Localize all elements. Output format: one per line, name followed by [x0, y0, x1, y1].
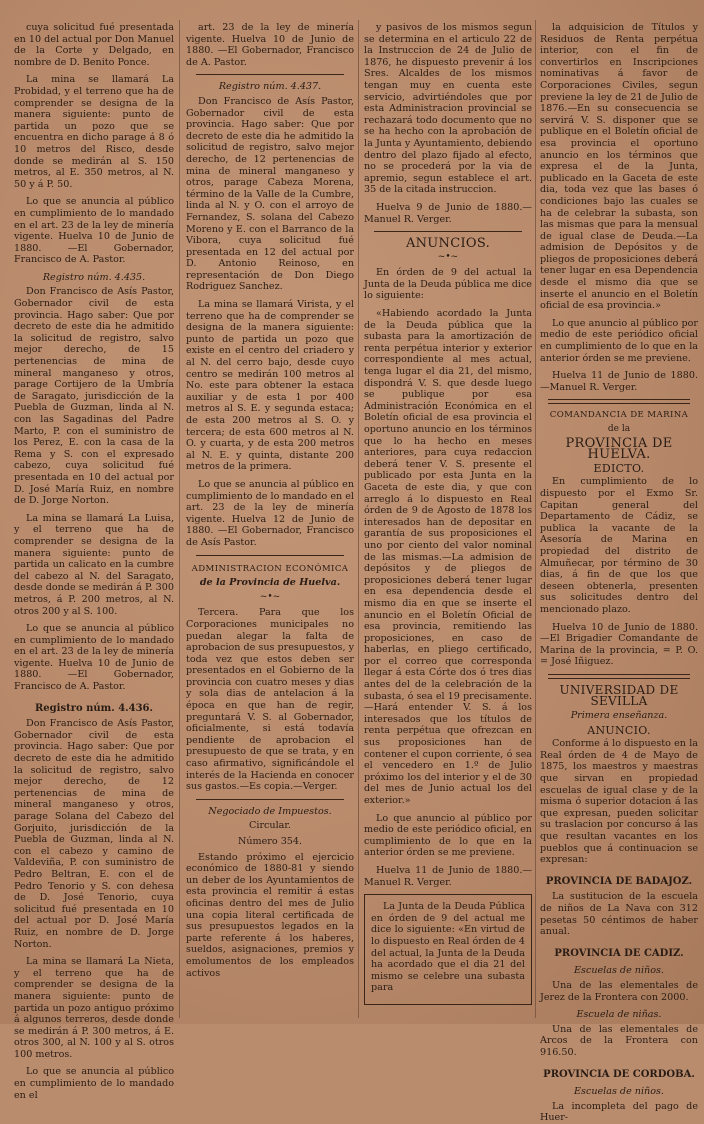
paragraph: Don Francisco de Asís Pastor, Gobernador civil de esta provincia. Hago saber: Que por decreto de este dia he admitido la solicitud de registro, salvo mejor derecho, de 12 pertenencias de mina de mineral manganeso y otros, parage Cabeza Morena, término de la Valle de la Cumbre, linda al N. y O. con el arroyo de Fernandez, S. solana del Cabezo Moreno y E. con el Barranco de la Vibora, cuya solicitud fué presentada en 12 del actual por D. Antonio Reinoso, en representación de Don Diego Rodriguez Sanchez. [186, 95, 354, 293]
paragraph: La mina se llamará Virista, y el terreno que ha de comprender se designa de la manera siguiente: punto de partida un pozo que existe en el centro del criadero y al N. del cerro bajo, desde cuyo centro se medirán 100 metros al No. este para obtener la estaca auxiliar y de esta 1 por 400 metros al S. E. y segunda estaca; de esta 200 metros al S. O. y tercera; de esta 600 metros al N. O. y cuarta, y de esta 200 metros al N. E. y quinta, distante 200 metros de la primera. [186, 299, 354, 473]
section-heading: PROVINCIA DE BADAJOZ. [545, 875, 693, 887]
section-heading: PROVINCIA DE CORDOBA. [543, 1068, 695, 1080]
section-heading: PROVINCIA DE HUELVA. [565, 435, 673, 463]
section-heading: UNIVERSIDAD DE SEVILLA [559, 682, 679, 709]
paragraph: Huelva 9 de Junio de 1880.—Manuel R. Verger. [364, 201, 532, 225]
section-subheading: Primera enseñanza. [570, 710, 668, 722]
column-separator [535, 20, 536, 1018]
paragraph: La mina se llamará La Luisa, y el terreno que ha de comprender se designa de la manera siguiente: punto de partida un calicato en la cumbre del cabezo al N. del Saragato, desde donde se medirán á P. 300 metros, á P. 200 metros, al N. otros 200 y al S. 100. [14, 512, 174, 617]
paragraph: Conforme á lo dispuesto en la Real órden de 4 de Mayo de 1875, los maestros y maestras que sirvan en propiedad escuelas de igual clase y de la misma ó superior dotacion á las que expresan, pueden solicitar su traslacion por concurso á las que resultan vacantes en los pueblos que á continuacion se expresan: [540, 738, 698, 866]
paragraph: art. 23 de la ley de minería vigente. Huelva 10 de Junio de 1880. —El Gobernador, Francisco de A. Pastor. [186, 22, 354, 68]
section-subheading: Circular. [249, 820, 291, 832]
paragraph: Huelva 11 de Junio de 1880.—Manuel R. Verger. [540, 370, 698, 393]
ornament: ~•~ [259, 591, 281, 602]
section-subheading: de la Provincia de Huelva. [199, 577, 341, 589]
column-3 [364, 22, 532, 1014]
section-heading: ADMINISTRACION ECONÓMICA [191, 563, 349, 574]
section-heading: COMANDANCIA DE MARINA [549, 410, 689, 421]
paragraph: Estando próximo el ejercicio económico de 1880-81 y siendo un deber de los Ayuntamientos de esta provincia el remitir á estas oficinas dentro del mes de Julio una copia literal certificada de sus presupuestos legados en la parte referente á los haberes, sueldos, asignaciones, premios y emolumentos de los empleados activos [186, 851, 354, 979]
divider [548, 399, 690, 404]
paragraph: Lo que se anuncia al público en cumplimiento de lo mandado en el art. 23 de la ley de minería vigente. Huelva 10 de Junio de 1880. —El Gobernador, Francisco de A. Pastor. [14, 196, 174, 266]
paragraph: Lo que anuncio al público por medio de este periódico oficial en cumplimiento de lo que en la anterior órden se me previene. [540, 317, 698, 364]
section-subheading: Escuela de niñas. [576, 1009, 662, 1021]
paragraph: Lo que anuncio al público por medio de este periódico oficial, en cumplimiento de lo que en la anterior órden se me previene. [364, 812, 532, 859]
column-separator [358, 20, 359, 1018]
paragraph: Don Francisco de Asís Pastor, Gobernador civil de esta provincia. Hago saber: Que por decreto de este dia he admitido la solicitud de registro, salvo mejor derecho, de 15 pertenencias de mina de mineral manganeso y otros, parage Cortijero de la Umbría de Saragato, jurisdicción de la Puebla de Guzman, linda al N. con las Sagadinas del Padre Marto, P. con el suministro de los Perez, E. con la casa de la Rema y S. con el expresado cabezo, cuya solicitud fué presentada en 10 del actual por D. José María Ruiz, en nombre de D. Jorge Norton. [14, 286, 174, 507]
section-heading: EDICTO. [593, 461, 645, 475]
column-separator [179, 20, 180, 1018]
paragraph: En órden de 9 del actual la Junta de la Deuda pública me dice lo siguiente: [364, 267, 532, 302]
paragraph: La mina se llamará La Nieta, y el terreno que ha de comprender se designa de la manera siguiente: punto de partida un pozo antiguo próximo á algunos terreros, desde donde se medirán á P. 300 metros, á E. otros 300, al N. 100 y al S. otros 100 metros. [14, 956, 174, 1060]
paragraph: Lo que se anuncia al público en cumplimiento de lo mandado en el art. 23 de la ley de minería vigente. Huelva 10 de Junio de 1880. —El Gobernador, Francisco de A. Pastor. [14, 623, 174, 693]
paragraph: Una de las elementales de Arcos de la Frontera con 916.50. [540, 1023, 698, 1058]
paragraph: La Junta de la Deuda Pública en órden de 9 del actual me dice lo siguiente: «En virtud de lo dispuesto en Real órden de 4 del actual, la Junta de la Deuda ha acordado que el dia 21 del mismo se celebre una subasta para [371, 901, 525, 994]
paragraph: Lo que se anuncia al público en cumplimiento de lo mandado en el [14, 1066, 174, 1101]
column-2 [186, 22, 354, 1014]
paragraph: Don Francisco de Asís Pastor, Gobernador civil de esta provincia. Hago saber: Que por decreto de este dia he admitido la solicitud de registro, salvo mejor derecho, de 12 pertenencias de mina de mineral manganeso y otros, parage Solana del Cabezo del Gorjuito, jurisdicción de la Puebla de Guzman, linda al N. con el cabezo y camino de Valdeviña, P. con suministro de Pedro Beltran, E. con el de Pedro Tenorio y S. con dehesa de D. José Tenorio, cuya solicitud fué presentada en 10 del actual por D. José María Ruiz, en nombre de D. Jorge Norton. [14, 718, 174, 950]
section-heading: ANUNCIO. [587, 723, 651, 737]
notice-box [364, 894, 532, 1005]
paragraph: La sustitucion de la escuela de niños de La Nava con 312 pesetas 50 céntimos de haber anual. [540, 891, 698, 938]
section-heading: Registro núm. 4.436. [34, 702, 153, 714]
paragraph: la adquisicion de Títulos y Residuos de Renta perpétua interior, con el fin de convertirlos en Inscripciones nominativas á favor de Corporaciones Civiles, segun previene la ley de 21 de Julio de 1876.—En su consecuencia se servirá V. S. disponer que se publique en el Boletín oficial de esa provincia el oportuno anuncio en los términos que expresa el de la Junta, publicado en la Gaceta de este dia, toda vez que las bases ó condiciones bajo las cuales se ha de celebrar la subasta, son las mismas que para la mensual de igual clase de Deuda.—La admision de Depósitos y de pliegos de proposiciones deberá tener lugar en esa Dependencia desde el mismo dia que se inserte el anuncio en el Boletín oficial de esa provincia.» [540, 22, 698, 312]
section-heading: Registro núm. 4.437. [218, 81, 322, 93]
section-subheading: Número 354. [237, 836, 303, 847]
section-heading: ANUNCIOS. [405, 236, 491, 252]
section-subheading: de la [607, 424, 631, 434]
divider [196, 799, 344, 800]
column-4 [540, 22, 698, 1124]
section-heading: PROVINCIA DE CADIZ. [554, 947, 684, 959]
paragraph: La mina se llamará La Probidad, y el terreno que ha de comprender se designa de la manera siguiente: punto de partida un pozo que se encuentra en dicho parage á 8 ó 10 metros del Risco, desde donde se medirán al S. 150 metros, al E. 350 metros, al N. 50 y á P. 50. [14, 74, 174, 190]
paragraph: En cumplimiento de lo dispuesto por el Exmo Sr. Capitan general del Departamento de Cádiz, se publica la vacante de la Asesoría de Marina en propiedad del distrito de Almuñecar, por término de 30 dias, á fin de que los que deseen obtenerla, presenten sus solicitudes dentro del mencionado plazo. [540, 476, 698, 615]
paragraph: Una de las elementales de Jerez de la Frontera con 2000. [540, 979, 698, 1003]
paragraph: cuya solicitud fué presentada en 10 del actual por Don Manuel de la Corte y Delgado, en nombre de D. Benito Ponce. [14, 22, 174, 68]
paragraph: La incompleta del pago de Huer- [540, 1100, 698, 1124]
paragraph: y pasivos de los mismos segun se determina en el articulo 22 de la Instruccion de 24 de Julio de 1876, he dispuesto prevenir á los Sres. Alcaldes de los mismos tengan muy en cuenta este servicio, advirtiéndoles que por esta Administracion provincial se rechazará todo documento que no se ha hecho con la aprobación de la Junta y Ayuntamiento, debiendo dentro del plazo fijado al efecto, no se procederá por la via de apremio, segun establece el art. 35 de la citada instruccion. [364, 22, 532, 196]
section-subheading: Escuelas de niños. [574, 1086, 664, 1098]
section-subheading: Escuelas de niños. [574, 965, 664, 977]
divider [196, 555, 344, 556]
paragraph: «Habiendo acordado la Junta de la Deuda pública que la subasta para la amortización de renta perpétua interior y exterior correspondiente al mes actual, tenga lugar el dia 21, del mismo, dispondrá V. S. que desde luego se publique por esa Administración Económica en el Boletín oficial de esa provincia el oportuno anuncio en los términos que lo ha hecho en meses anteriores, para cuya redaccion deberá tener V. S. presente el publicado por esta Junta en la Gaceta de este dia, y que con arreglo á lo dispuesto en Real órden de 9 de Agosto de 1878 los interesados han de depositar en garantía de sus proposiciones el uno por ciento del valor nominal de las mismas.—La admision de depósitos y de pliegos de proposiciones deberá tener lugar en esa dependencia desde el mismo dia en que se inserte el anuncio en el Boletín Oficial de esa provincia, remitiendo las proposiciones, en caso de haberlas, en pliego certificado, por el correo que corresponda llegar á esta Córte dos ó tres dias antes del de la celebración de la subasta, ó sea el 19 precisamente.—Hará entender V. S. á los interesados que los títulos de renta perpétua que ofrezcan en sus proposiciones han de contener el cupon corriente, ó sea el vencedero en 1.º de Julio próximo los del interior y el de 30 del mes de Junio actual los del exterior.» [364, 308, 532, 806]
section-heading: Negociado de Impuestos. [208, 805, 332, 817]
paragraph: Huelva 11 de Junio de 1880.—Manuel R. Verger. [364, 864, 532, 888]
divider [548, 674, 690, 679]
column-1 [14, 22, 174, 1101]
ornament: ~•~ [437, 251, 459, 262]
divider [196, 74, 344, 75]
paragraph: Lo que se anuncia al público en cumplimiento de lo mandado en el art. 23 de la ley de minería vigente. Huelva 12 de Junio de 1880. —El Gobernador, Francisco de Asís Pastor. [186, 478, 354, 548]
divider [374, 231, 522, 232]
paragraph: Huelva 10 de Junio de 1880.—El Brigadier Comandante de Marina de la provincia, = P. O. = José Iñiguez. [540, 621, 698, 668]
paragraph: Tercera. Para que los Corporaciones municipales no puedan alegar la falta de aprobacion de sus presupuestos, y toda vez que estos deben ser presentados en el Gobierno de la provincia con cuatro meses y dias y sola dias de antelacion á la época en que han de regir, preguntará V. S. al Gobernador, oficialmente, si está todavía pendiente de aprobacion el presupuesto de que se trata, y en caso afirmativo, significándole el interés de la Hacienda en conocer sus gastos.—Es copia.—Verger. [186, 607, 354, 793]
section-heading: Registro núm. 4.435. [42, 271, 146, 283]
